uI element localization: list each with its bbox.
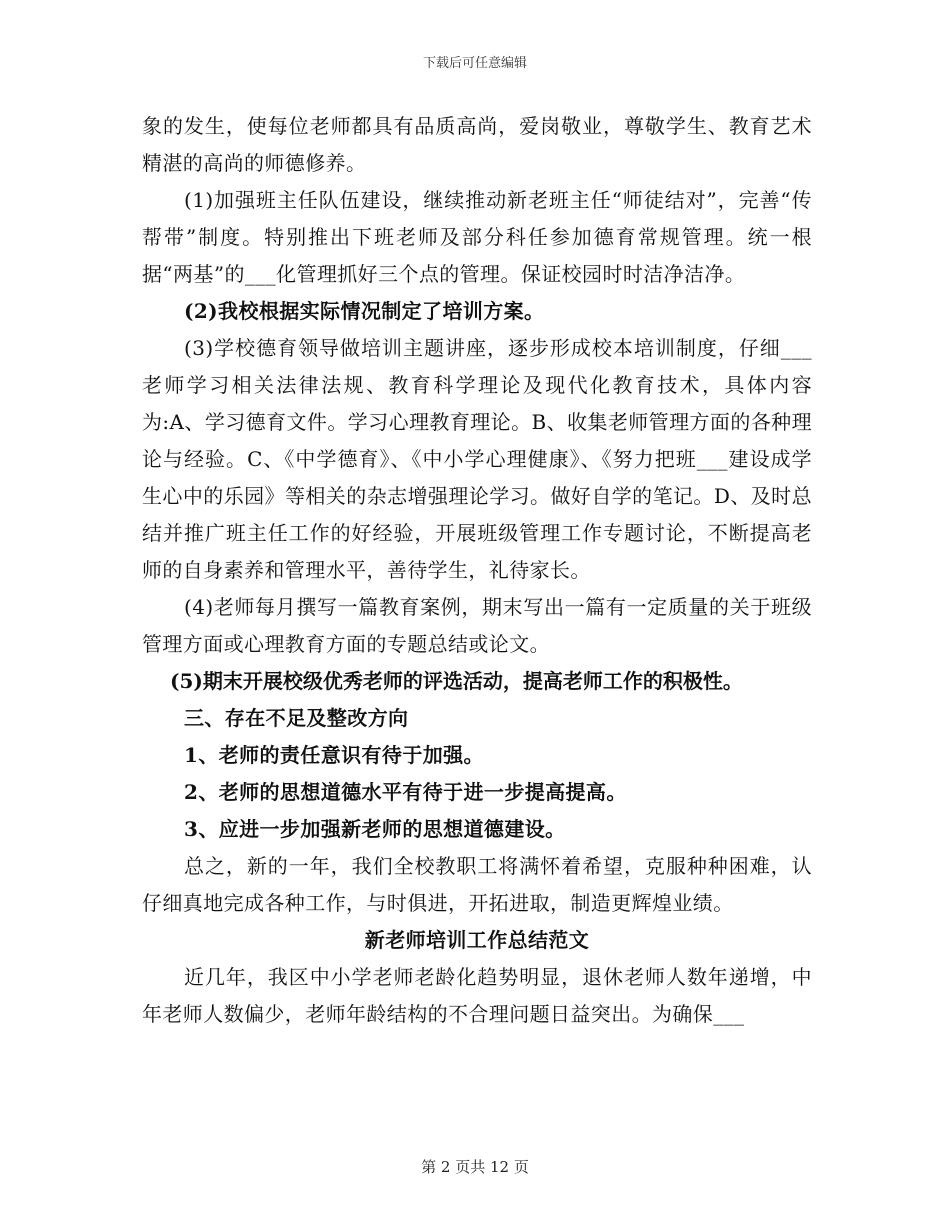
paragraph-summary: 总之，新的一年，我们全校教职工将满怀着希望，克服种种困难，认仔细真地完成各种工作，与时俱进，开拓进取，制造更辉煌业绩。	[142, 854, 812, 915]
paragraph-item-2: (2)我校根据实际情况制定了培训方案。	[184, 299, 545, 323]
paragraph-item-4: (4)老师每月撰写一篇教育案例，期末写出一篇有一定质量的关于班级管理方面或心理教育方面的专题总结或论文。	[142, 595, 812, 656]
paragraph-intro: 近几年，我区中小学老师老龄化趋势明显，退休老师人数年递增，中年老师人数偏少，老师年龄结构的不合理问题日益突出。为确保___	[142, 965, 812, 1026]
section-heading-3: 三、存在不足及整改方向	[184, 706, 409, 730]
paragraph-continuation: 象的发生，使每位老师都具有品质高尚，爱岗敬业，尊敬学生、教育艺术精湛的高尚的师德修养。	[142, 114, 812, 175]
article-title: 新老师培训工作总结范文	[364, 928, 590, 952]
paragraph-item-5: (5)期末开展校级优秀老师的评选活动，提高老师工作的积极性。	[170, 669, 743, 693]
paragraph-item-3: (3)学校德育领导做培训主题讲座，逐步形成校本培训制度，仔细___老师学习相关法律法规、教育科学理论及现代化教育技术，具体内容为:A、学习德育文件。学习心理教育理论。B、收集老师管理方面的各种理论与经验。C、《中学德育》、《中小学心理健康》、《努力把班___建设成学生心中的乐园》等相关的杂志增强理论学习。做好自学的笔记。D、及时总结并推广班主任工作的好经验，开展班级管理工作专题讨论，不断提高老师的自身素养和管理水平，善待学生，礼待家长。	[142, 336, 812, 582]
page-footer: 第 2 页共 12 页	[421, 1158, 529, 1176]
list-item-1: 1、老师的责任意识有待于加强。	[184, 743, 484, 767]
list-item-3: 3、应进一步加强新老师的思想道德建设。	[184, 817, 566, 841]
list-item-2: 2、老师的思想道德水平有待于进一步提高提高。	[184, 780, 627, 804]
paragraph-item-1: (1)加强班主任队伍建设，继续推动新老班主任“师徒结对”，完善“传帮带”制度。特别推出下班老师及部分科任参加德育常规管理。统一根据“两基”的___化管理抓好三个点的管理。保证校园时时洁净洁净。	[142, 188, 812, 286]
document-body	[142, 108, 812, 1033]
page-header: 下载后可任意编辑	[422, 56, 527, 71]
